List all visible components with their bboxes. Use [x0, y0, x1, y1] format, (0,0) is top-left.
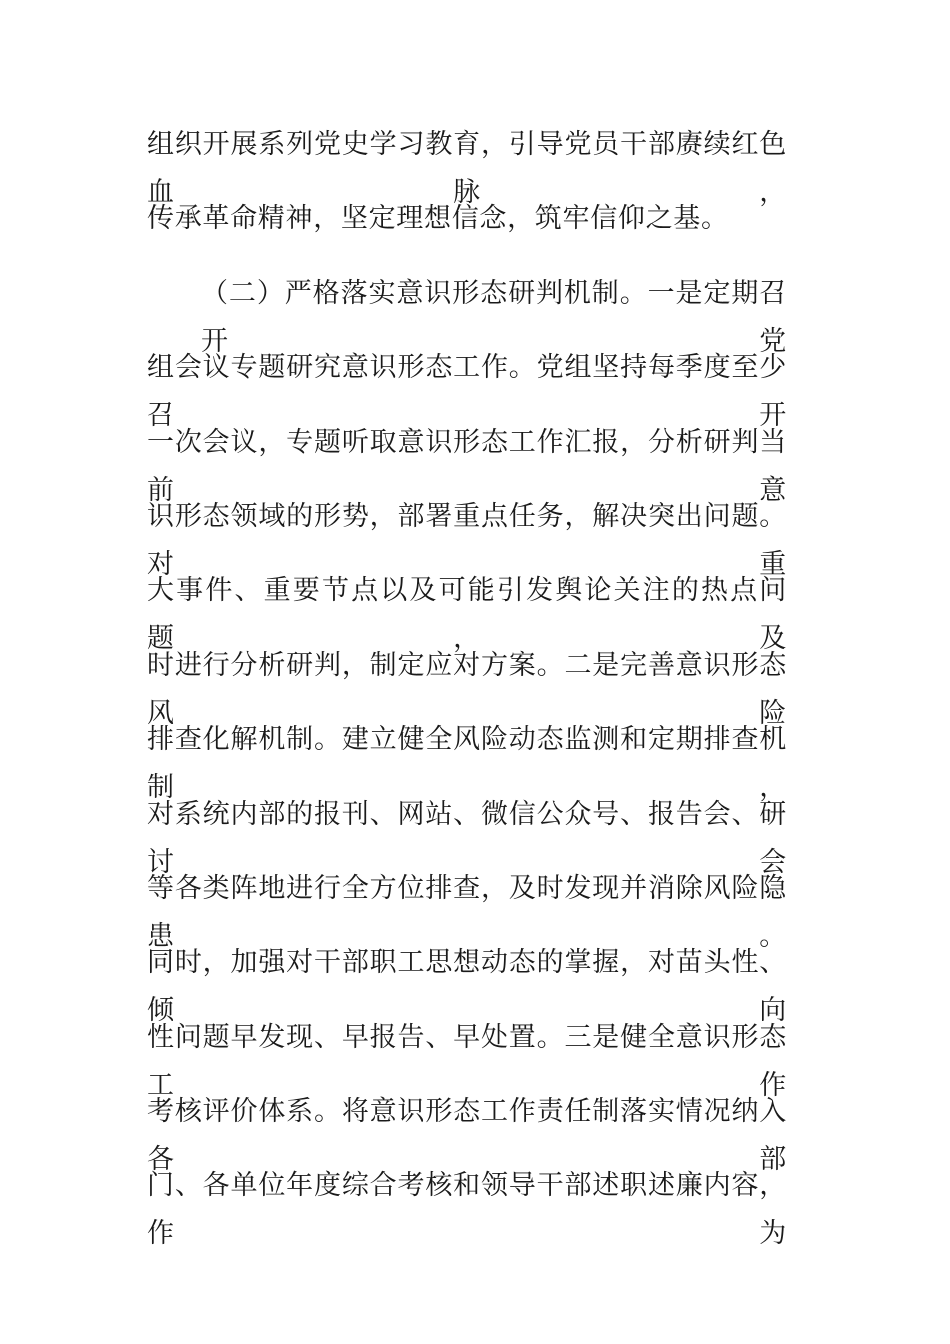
text-line: 性问题早发现、早报告、早处置。三是健全意识形态工作: [147, 1021, 787, 1101]
paragraph-start-line: （二）严格落实意识形态研判机制。一是定期召开党: [201, 277, 787, 357]
text-line: 排查化解机制。建立健全风险动态监测和定期排查机制，: [147, 724, 787, 804]
body-text: [147, 121, 787, 1250]
text-line: 考核评价体系。将意识形态工作责任制落实情况纳入各部: [147, 1096, 787, 1176]
text-line: 识形态领域的形势，部署重点任务，解决突出问题。对重: [147, 500, 787, 580]
text-line: 时进行分析研判，制定应对方案。二是完善意识形态风险: [147, 649, 787, 729]
text-line: 组会议专题研究意识形态工作。党组坚持每季度至少召开: [147, 352, 787, 432]
text-line: 一次会议，专题听取意识形态工作汇报，分析研判当前意: [147, 426, 787, 506]
text-line: 组织开展系列党史学习教育，引导党员干部赓续红色血脉，: [147, 129, 787, 208]
text-line: 门、各单位年度综合考核和领导干部述职述廉内容，作为: [147, 1170, 787, 1250]
text-line: 大事件、重要节点以及可能引发舆论关注的热点问题，及: [147, 575, 787, 655]
text-line: 对系统内部的报刊、网站、微信公众号、报告会、研讨会: [147, 798, 787, 878]
text-line: 等各类阵地进行全方位排查，及时发现并消除风险隐患。: [147, 872, 787, 952]
text-line: 同时，加强对干部职工思想动态的掌握，对苗头性、倾向: [147, 947, 787, 1027]
text-line: 传承革命精神，坚定理想信念，筑牢信仰之基。: [147, 203, 729, 235]
